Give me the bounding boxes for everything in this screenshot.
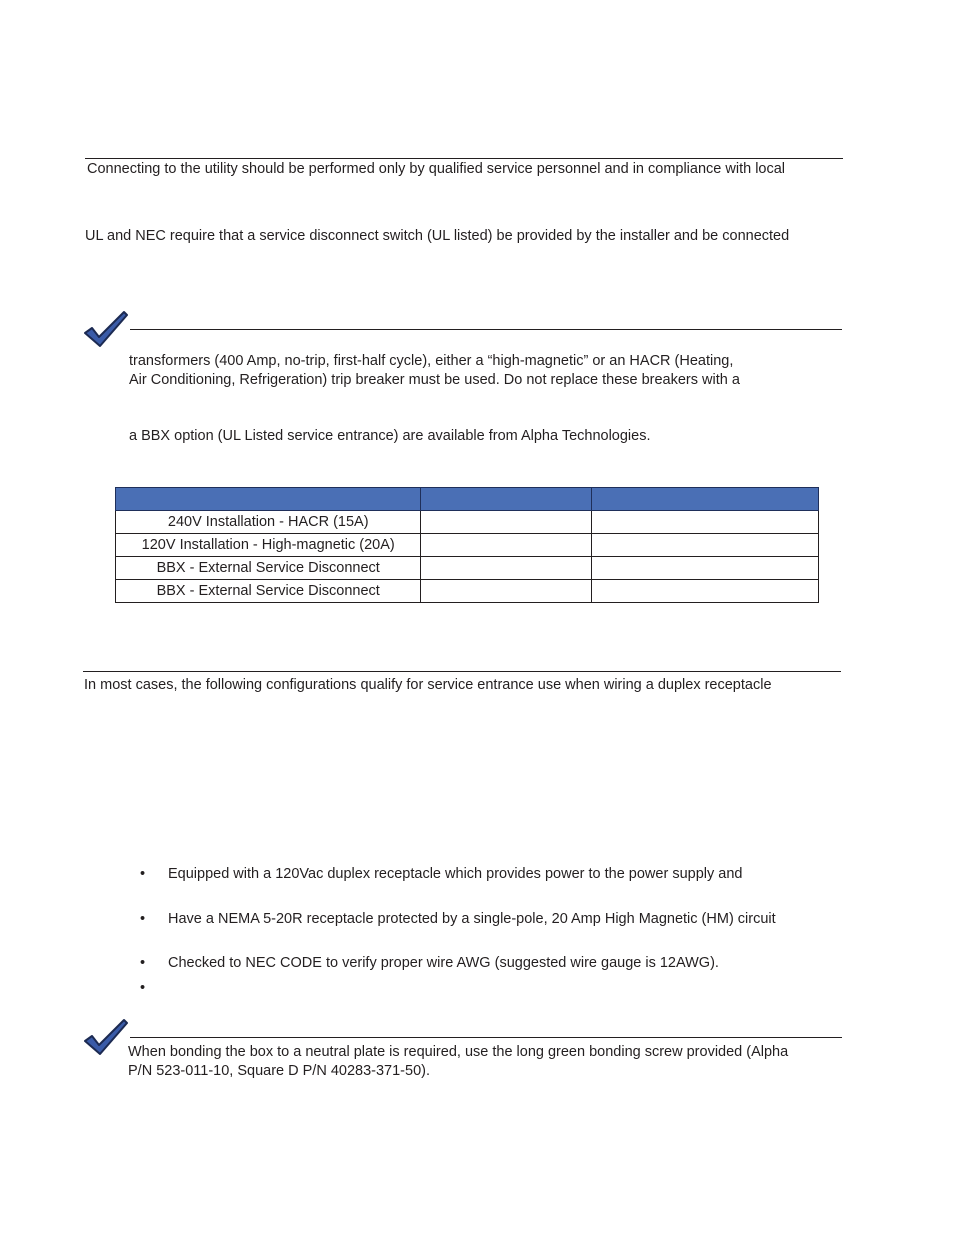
note1-line-2: Air Conditioning, Refrigeration) trip breaker must be used. Do not replace these breakers with a: [129, 372, 740, 388]
bullet-marker: •: [140, 911, 146, 927]
utility-paragraph-1: Connecting to the utility should be performed only by qualified service personnel and in compliance with local: [87, 161, 786, 177]
section-rule-utility: [85, 158, 843, 159]
table-cell: 240V Installation - HACR (15A): [116, 511, 421, 534]
table-cell: [592, 511, 819, 534]
table-cell: BBX - External Service Disconnect: [116, 580, 421, 603]
table-row: [116, 557, 819, 580]
checkmark-icon: [82, 309, 130, 349]
table-cell: [421, 580, 592, 603]
table-cell: [421, 557, 592, 580]
bullet-marker: •: [140, 866, 146, 882]
table-cell: [592, 534, 819, 557]
note2-line-1: When bonding the box to a neutral plate is required, use the long green bonding screw provided (Alpha: [128, 1044, 789, 1060]
note-rule-1: [130, 329, 842, 330]
note2-line-2: P/N 523-011-10, Square D P/N 40283-371-50).: [128, 1063, 430, 1079]
table-cell: [592, 580, 819, 603]
table-header-cell: [592, 488, 819, 511]
breaker-table: [115, 487, 819, 603]
bullet-marker: •: [140, 955, 146, 971]
note1-line-3: a BBX option (UL Listed service entrance) are available from Alpha Technologies.: [129, 428, 651, 444]
table-cell: 120V Installation - High-magnetic (20A): [116, 534, 421, 557]
note-rule-2: [130, 1037, 842, 1038]
note1-line-1: transformers (400 Amp, no-trip, first-half cycle), either a “high-magnetic” or an HACR (Heating,: [129, 353, 734, 369]
table-header-cell: [116, 488, 421, 511]
table-cell: [421, 534, 592, 557]
table-header-row: [116, 488, 819, 511]
bullet-marker: •: [140, 980, 146, 996]
table-header-cell: [421, 488, 592, 511]
utility-paragraph-2: UL and NEC require that a service disconnect switch (UL listed) be provided by the installer and be connected: [85, 228, 790, 244]
checkmark-icon: [82, 1017, 130, 1057]
table-row: [116, 511, 819, 534]
section-rule-service-entrance: [83, 671, 841, 672]
service-entrance-paragraph-1: In most cases, the following configurations qualify for service entrance use when wiring a duplex receptacle: [84, 677, 772, 693]
table-row: [116, 580, 819, 603]
table-row: [116, 534, 819, 557]
bullet-item: Equipped with a 120Vac duplex receptacle which provides power to the power supply and: [168, 866, 743, 882]
table-cell: [592, 557, 819, 580]
bullet-item: Checked to NEC CODE to verify proper wire AWG (suggested wire gauge is 12AWG).: [168, 955, 719, 971]
table-cell: BBX - External Service Disconnect: [116, 557, 421, 580]
bullet-item: Have a NEMA 5-20R receptacle protected by a single-pole, 20 Amp High Magnetic (HM) circuit: [168, 911, 776, 927]
table-cell: [421, 511, 592, 534]
